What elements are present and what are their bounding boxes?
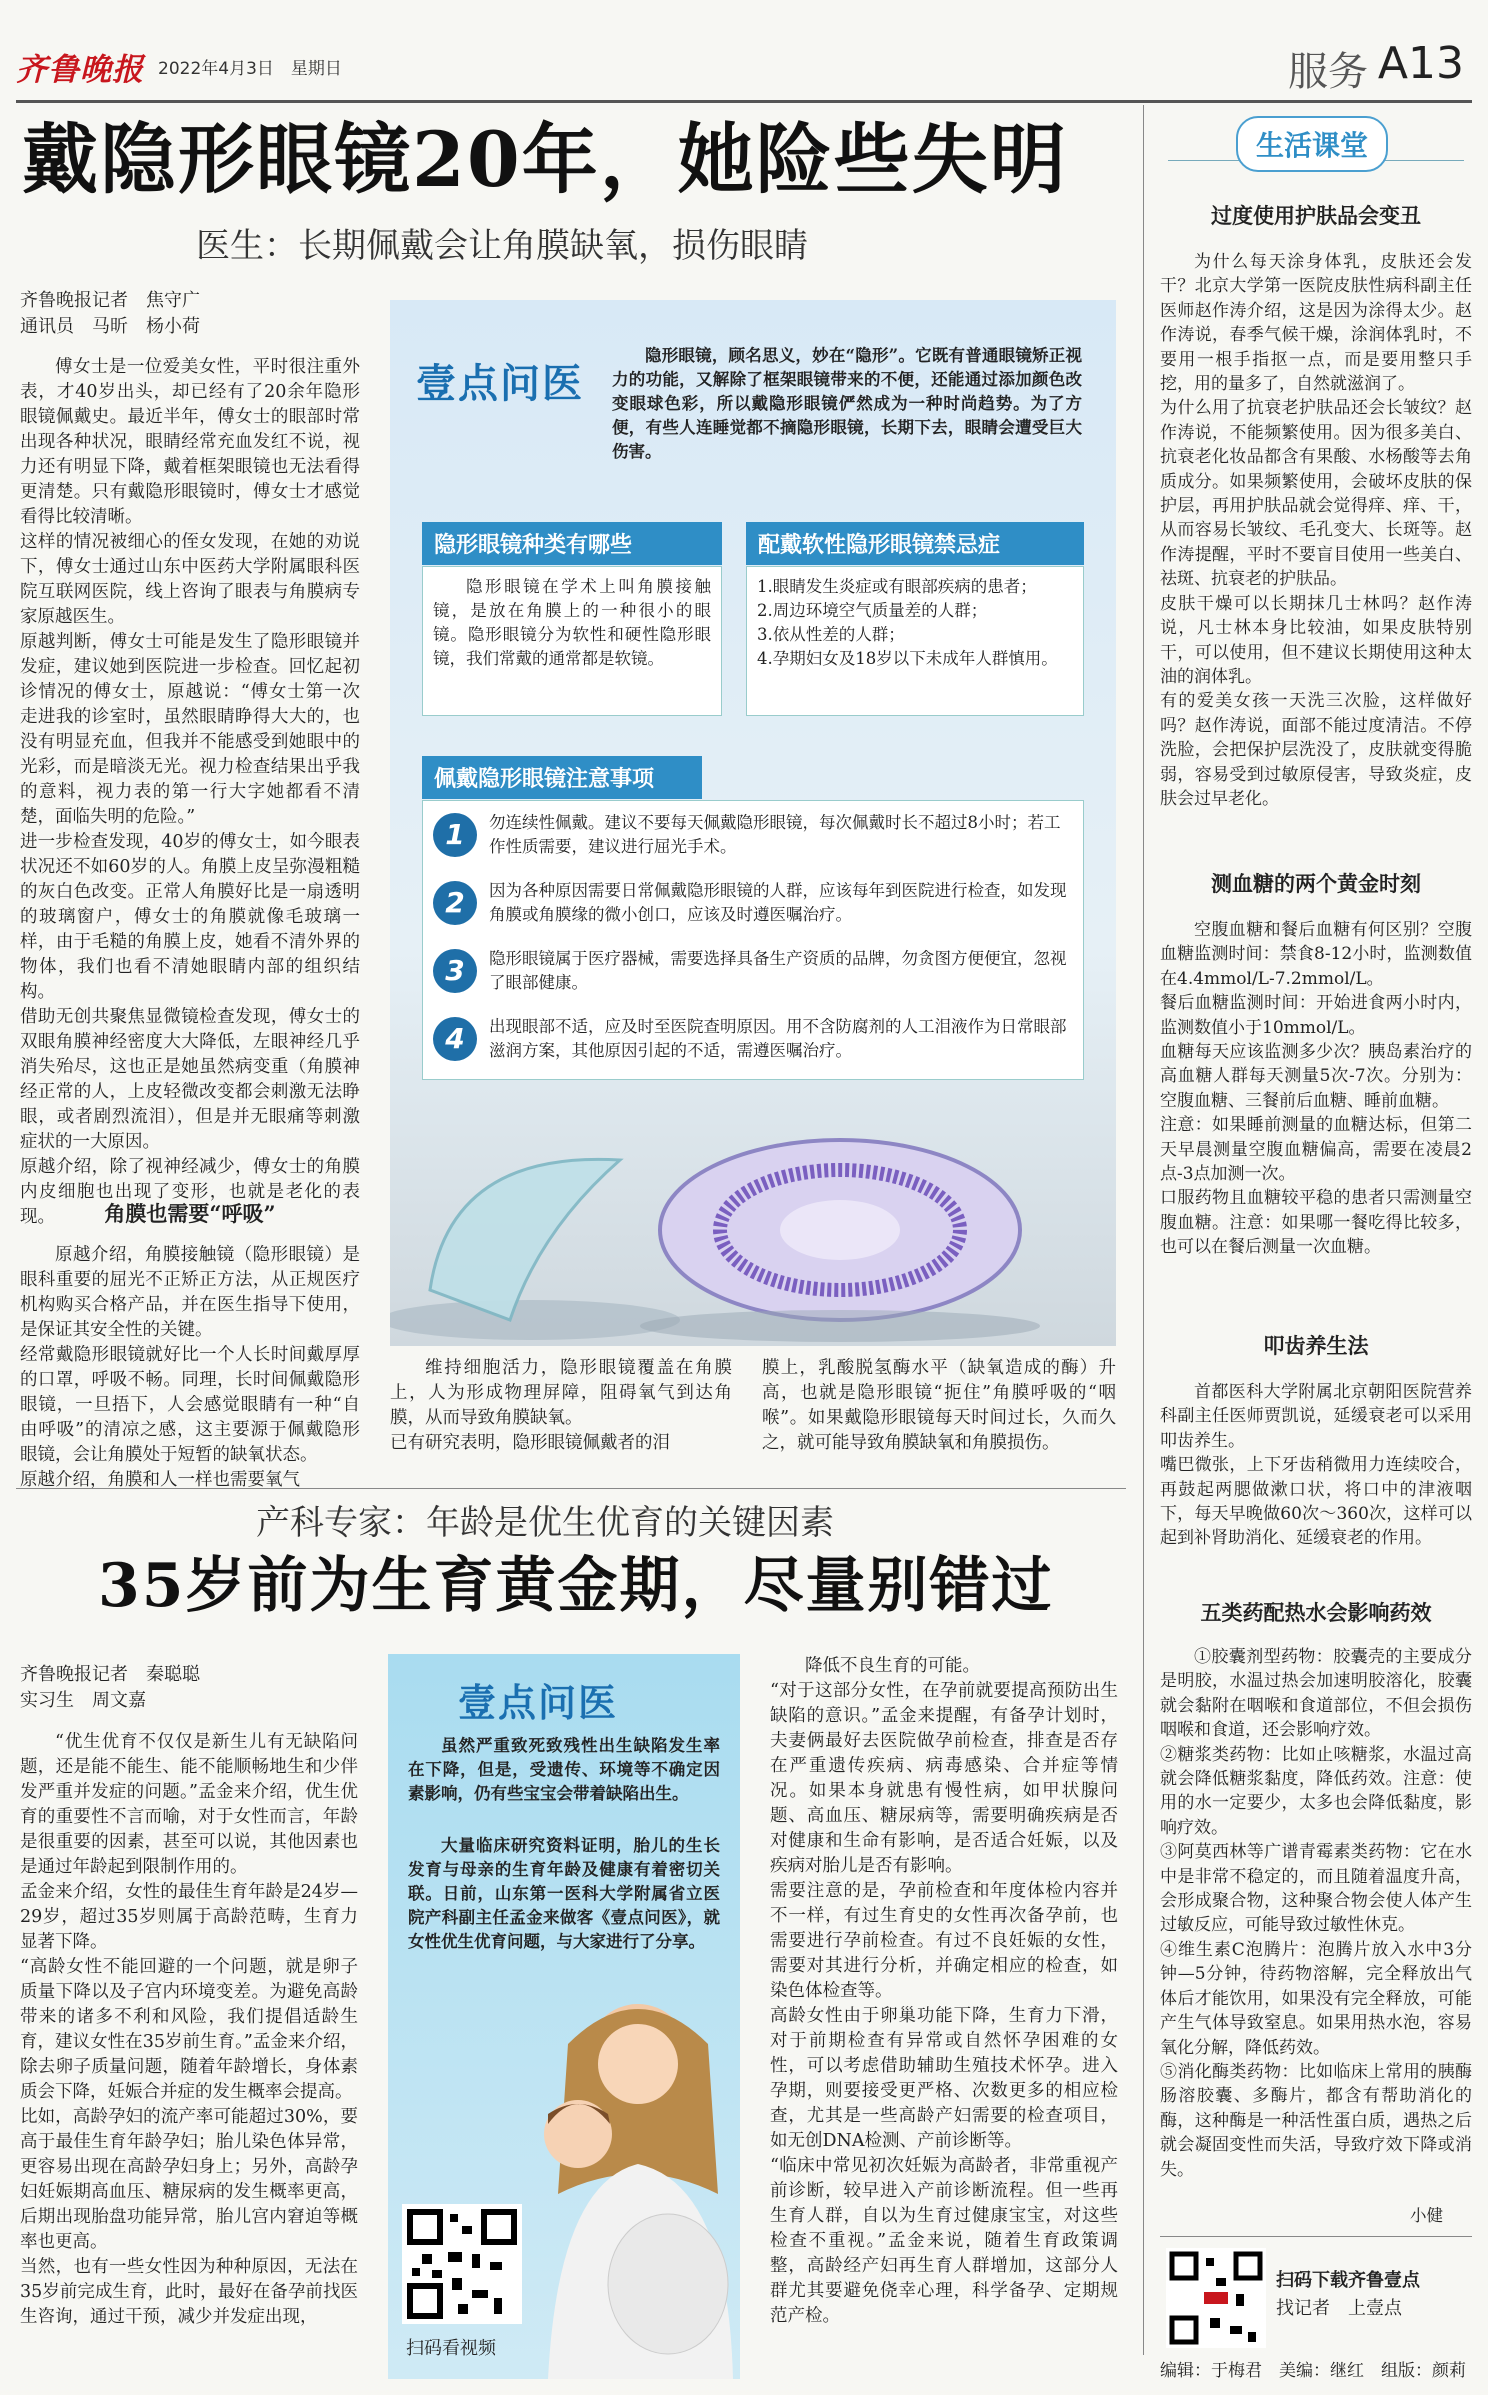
tip-body: ①胶囊剂型药物：胶囊壳的主要成分是明胶，水温过热会加速明胶溶化，胶囊就会黏附在咽喉和食道部位，不但会损伤咽喉和食道，还会影响疗效。 ②糖浆类药物：比如止咳糖浆，水温过高就会降低糖浆黏度，降低药效。注意：使用的水一定要少，太多也会降低黏度，影响疗效。 ③阿莫西林等广谱青霉素类药物：它在水中是非常不稳定的，而且随着温度升高，会形成聚合物，这种聚合物会使人体产生过敏反应，可能导致过敏性休克。 ④维生素C泡腾片：泡腾片放入水中3分钟—5分钟，待药物溶解，完全释放出气体后才能饮用，如果没有完全释放，可能产生气体导致窒息。如果用热水泡，容易氧化分解，降低药效。 ⑤消化酶类药物：比如临床上常用的胰酶肠溶胶囊、多酶片，都含有帮助消化的酶，这种酶是一种活性蛋白质，遇热之后就会凝固变性而失活，导致疗效下降或消失。	[1160, 1647, 1472, 2180]
box2-list	[746, 566, 1084, 716]
fertility-panel	[388, 1654, 740, 2379]
panel2-p2: 大量临床研究资料证明，胎儿的生长发育与母亲的生育年龄及健康有着密切关联。日前，山东第一医科大学附属省立医院产科副主任孟金来做客《壹点问医》，就女性优生优育问题，与大家进行了分享。	[408, 1836, 720, 1951]
contact-lens-photo	[390, 1090, 1116, 1346]
note-text: 勿连续性佩戴。建议不要每天佩戴隐形眼镜，每次佩戴时长不超过8小时；若工作性质需要，建议进行屈光手术。	[489, 813, 1061, 856]
note-text: 隐形眼镜属于医疗器械，需要选择具备生产资质的品牌，勿贪图方便便宜，忽视了眼部健康。	[489, 949, 1067, 992]
article2-col3: 降低不良生育的可能。 “对于这部分女性，在孕前就要提高预防出生缺陷的意识。”孟金来提醒，有备孕计划时，夫妻俩最好去医院做孕前检查，排查是否存在严重遗传疾病、病毒感染、合并症等情况。如果本身就患有慢性病，如甲状腺问题、高血压、糖尿病等，需要明确疾病是否对健康和生命有影响，是否适合妊娠，以及疾病对胎儿是否有影响。 需要注意的是，孕前检查和年度体检内容并不一样，有过生育史的女性再次备孕前，也需要进行孕前检查。有过不良妊娠的女性，需要对其进行分析，并确定相应的检查，如染色体检查等。 高龄女性由于卵巢功能下降，生育力下滑，对于前期检查有异常或自然怀孕困难的女性，可以考虑借助辅助生殖技术怀孕。进入孕期，则要接受更严格、次数更多的相应检查，尤其是一些高龄产妇需要的检查项目，如无创DNA检测、产前诊断等。 “临床中常见初次妊娠为高龄者，非常重视产前诊断，较早进入产前诊断流程。但一些再生育人群，自以为生育过健康宝宝，对这些检查不重视。”孟金来说，随着生育政策调整，高龄经产妇再生育人群增加，这部分人群尤其要避免侥幸心理，科学备孕、定期规范产检。	[770, 1656, 1118, 2326]
notes-box	[422, 800, 1084, 1080]
note-number: 1	[433, 813, 477, 857]
note-number: 3	[433, 949, 477, 993]
intern: 实习生 周文嘉	[20, 1690, 146, 1711]
sidebar-tag: 生活课堂	[1236, 116, 1388, 172]
tip-body: 首都医科大学附属北京朝阳医院营养科副主任医师贾凯说，延缓衰老可以采用叩齿养生。 嘴巴微张，上下牙齿稍微用力连续咬合，再鼓起两腮做漱口状，将口中的津液咽下，每天早晚做60次～360次，这样可以起到补肾助消化、延缓衰老的作用。	[1160, 1382, 1472, 1549]
article2-kicker: 产科专家：年龄是优生优育的关键因素	[256, 1503, 834, 1543]
panel2-badge: 壹点问医	[458, 1681, 619, 1725]
issue-date: 2022年4月3日 星期日	[158, 59, 342, 79]
panel-badge: 壹点问医	[416, 361, 584, 407]
page-number: A13	[1377, 38, 1464, 89]
tip-signature: 小健	[1410, 2206, 1443, 2225]
box2-title: 配戴软性隐形眼镜禁忌症	[746, 522, 1084, 565]
box2-item: 1.眼睛发生炎症或有眼部疾病的患者；	[757, 577, 1037, 596]
article1-headline: 戴隐形眼镜20年，她险些失明	[22, 115, 1068, 204]
box1-title: 隐形眼镜种类有哪些	[422, 522, 722, 565]
box3-title: 佩戴隐形眼镜注意事项	[422, 756, 702, 799]
health-panel	[390, 300, 1116, 1346]
header-rule	[16, 100, 1472, 103]
reporter: 齐鲁晚报记者 秦聪聪	[20, 1664, 200, 1685]
app-download-text: 扫码下载齐鲁壹点	[1276, 2270, 1420, 2291]
qr-label: 扫码看视频	[406, 2338, 496, 2359]
article2-byline	[20, 1662, 200, 1714]
column-rule	[1143, 105, 1144, 2355]
note-text: 出现眼部不适，应及时至医院查明原因。用不含防腐剂的人工泪液作为日常眼部滋润方案，其他原因引起的不适，需遵医嘱治疗。	[489, 1017, 1067, 1060]
box2-item: 4.孕期妇女及18岁以下未成年人群慎用。	[757, 649, 1058, 668]
find-reporter-text: 找记者 上壹点	[1276, 2298, 1402, 2319]
tip-body: 为什么每天涂身体乳，皮肤还会发干？北京大学第一医院皮肤性病科副主任医师赵作涛介绍，这是因为涂得太少。赵作涛说，春季气候干燥，涂润体乳时，不要用一根手指抠一点，而是要用整只手挖，用的量多了，自然就滋润了。 为什么用了抗衰老护肤品还会长皱纹？赵作涛说，不能频繁使用。因为很多美白、抗衰老化妆品都含有果酸、水杨酸等去角质成分。如果频繁使用，会破坏皮肤的保护层，再用护肤品就会觉得痒、痒、干，从而容易长皱纹、毛孔变大、长斑等。赵作涛提醒，平时不要盲目使用一些美白、祛斑、抗衰老的护肤品。 皮肤干燥可以长期抹几士林吗？赵作涛说，凡士林本身比较油，如果皮肤特别干，可以使用，但不建议长期使用这种太油的润体乳。 有的爱美女孩一天洗三次脸，这样做好吗？赵作涛说，面部不能过度清洁。不停洗脸，会把保护层洗没了，皮肤就变得脆弱，容易受到过敏原侵害，导致炎症，皮肤会过早老化。	[1160, 252, 1472, 809]
tip-title: 叩齿养生法	[1263, 1333, 1369, 1358]
editor-credits: 编辑：于梅君 美编：继红 组版：颜莉	[1160, 2361, 1466, 2381]
article1-col3: 膜上，乳酸脱氢酶水平（缺氧造成的酶）升高，也就是隐形眼镜“扼住”角膜呼吸的“咽喉”。如果戴隐形眼镜每天时间过长，久而久之，就可能导致角膜缺氧和角膜损伤。	[762, 1358, 1116, 1453]
section-name: 服务	[1288, 49, 1368, 95]
box2-item: 2.周边环境空气质量差的人群；	[757, 601, 988, 620]
panel-intro: 隐形眼镜，顾名思义，妙在“隐形”。它既有普通眼镜矫正视力的功能，又解除了框架眼镜带来的不便，还能通过添加颜色改变眼球色彩，所以戴隐形眼镜俨然成为一种时尚趋势。为了方便，有些人连睡觉都不摘隐形眼镜，长期下去，眼睛会遭受巨大伤害。	[612, 346, 1082, 461]
article2-headline: 35岁前为生育黄金期，尽量别错过	[98, 1551, 1054, 1621]
masthead-logo: 齐鲁晚报	[16, 52, 144, 88]
qr-code-icon[interactable]	[402, 2204, 522, 2324]
article1-byline	[20, 288, 200, 340]
article2-col1: “优生优育不仅仅是新生儿有无缺陷问题，还是能不能生、能不能顺畅地生和少伴发严重并发症的问题。”孟金来介绍，优生优育的重要性不言而喻，对于女性而言，年龄是很重要的因素，甚至可以说，其他因素也是通过年龄起到限制作用的。 孟金来介绍，女性的最佳生育年龄是24岁—29岁，超过35岁则属于高龄范畴，生育力显著下降。 “高龄女性不能回避的一个问题，就是卵子质量下降以及子宫内环境变差。为避免高龄带来的诸多不利和风险，我们提倡适龄生育，建议女性在35岁前生育。”孟金来介绍，除去卵子质量问题，随着年龄增长，身体素质会下降，妊娠合并症的发生概率会提高。 比如，高龄孕妇的流产率可能超过30%，要高于最佳生育年龄孕妇；胎儿染色体异常，更容易出现在高龄孕妇身上；另外，高龄孕妇妊娠期高血压、糖尿病的发生概率更高，后期出现胎盘功能异常，胎儿宫内窘迫等概率也更高。 当然，也有一些女性因为种种原因，无法在35岁前完成生育，此时，最好在备孕前找医生咨询，通过干预，减少并发症出现，	[20, 1732, 358, 2327]
panel2-p1: 虽然严重致死致残性出生缺陷发生率在下降，但是，受遗传、环境等不确定因素影响，仍有些宝宝会带着缺陷出生。	[408, 1736, 720, 1803]
article1-col1b: 原越介绍，角膜接触镜（隐形眼镜）是眼科重要的屈光不正矫正方法，从正规医疗机构购买合格产品，并在医生指导下使用，是保证其安全性的关键。 经常戴隐形眼镜就好比一个人长时间戴厚厚的口罩，呼吸不畅。同理，长时间佩戴隐形眼镜，一旦捂下，人会感觉眼睛有一种“自由呼吸”的清凉之感，这主要源于佩戴隐形眼镜，会让角膜处于短暂的缺氧状态。 原越介绍，角膜和人一样也需要氧气	[20, 1245, 360, 1490]
article1-col1: 傅女士是一位爱美女性，平时很注重外表，才40岁出头，却已经有了20余年隐形眼镜佩戴史。最近半年，傅女士的眼部时常出现各种状况，眼睛经常充血发红不说，视力还有明显下降，戴着框架眼镜也无法看得更清楚。只有戴隐形眼镜时，傅女士才感觉看得比较清晰。 这样的情况被细心的侄女发现，在她的劝说下，傅女士通过山东中医药大学附属眼科医院互联网医院，线上咨询了眼表与角膜病专家原越医生。 原越判断，傅女士可能是发生了隐形眼镜并发症，建议她到医院进一步检查。回忆起初诊情况的傅女士，原越说：“傅女士第一次走进我的诊室时，虽然眼睛睁得大大的，也没有明显充血，但我并不能感受到她眼中的光彩，而是暗淡无光。视力检查结果出乎我的意料，视力表的第一行大字她都看不清楚，面临失明的危险。” 进一步检查发现，40岁的傅女士，如今眼表状况还不如60岁的人。角膜上皮呈弥漫粗糙的灰白色改变。正常人角膜好比是一扇透明的玻璃窗户，傅女士的角膜就像毛玻璃一样，由于毛糙的角膜上皮，她看不清外界的物体，我们也看不清她眼睛内部的组织结构。 借助无创共聚焦显微镜检查发现，傅女士的双眼角膜神经密度大大降低，左眼神经几乎消失殆尽，这也正是她虽然病变重（角膜神经正常的人，上皮轻微改变都会刺激无法睁眼，或者剧烈流泪），但是并无眼痛等刺激症状的一大原因。 原越介绍，除了视神经减少，傅女士的角膜内皮细胞也出现了变形，也就是老化的表现。	[20, 357, 360, 1227]
box1-text: 隐形眼镜在学术上叫角膜接触镜，是放在角膜上的一种很小的眼镜。隐形眼镜分为软性和硬性隐形眼镜，我们常戴的通常都是软镜。	[422, 566, 722, 716]
tip-title: 过度使用护肤品会变丑	[1211, 203, 1421, 228]
tip-body: 空腹血糖和餐后血糖有何区别？空腹血糖监测时间：禁食8-12小时，监测数值在4.4mmol/L-7.2mmol/L。 餐后血糖监测时间：开始进食两小时内，监测数值小于10mmol/L。 血糖每天应该监测多少次？胰岛素治疗的高血糖人群每天测量5次-7次。分别为：空腹血糖、三餐前后血糖、睡前血糖。 注意：如果睡前测量的血糖达标，但第二天早晨测量空腹血糖偏高，需要在凌晨2点-3点加测一次。 口服药物且血糖较平稳的患者只需测量空腹血糖。注意：如果哪一餐吃得比较多，也可以在餐后测量一次血糖。	[1160, 920, 1472, 1258]
tip-title: 五类药配热水会影响药效	[1200, 1600, 1432, 1625]
article1-section-head: 角膜也需要“呼吸”	[104, 1201, 276, 1226]
note-number: 2	[433, 881, 477, 925]
correspondent: 通讯员 马昕 杨小荷	[20, 316, 200, 337]
article1-subtitle: 医生：长期佩戴会让角膜缺氧，损伤眼睛	[196, 226, 808, 266]
sidebar-bottom-rule	[1160, 2236, 1472, 2237]
article1-col2: 维持细胞活力，隐形眼镜覆盖在角膜上，人为形成物理屏障，阻碍氧气到达角膜，从而导致角膜缺氧。 已有研究表明，隐形眼镜佩戴者的泪	[390, 1358, 732, 1453]
note-text: 因为各种原因需要日常佩戴隐形眼镜的人群，应该每年到医院进行检查，如发现角膜或角膜缘的微小创口，应该及时遵医嘱治疗。	[489, 881, 1067, 924]
section-divider	[16, 1488, 1126, 1489]
mother-illustration	[518, 1984, 740, 2379]
reporter: 齐鲁晚报记者 焦守广	[20, 290, 200, 311]
app-qr-code-icon[interactable]	[1166, 2248, 1266, 2348]
tip-title: 测血糖的两个黄金时刻	[1211, 871, 1421, 896]
box2-item: 3.依从性差的人群；	[757, 625, 905, 644]
note-number: 4	[433, 1017, 477, 1061]
